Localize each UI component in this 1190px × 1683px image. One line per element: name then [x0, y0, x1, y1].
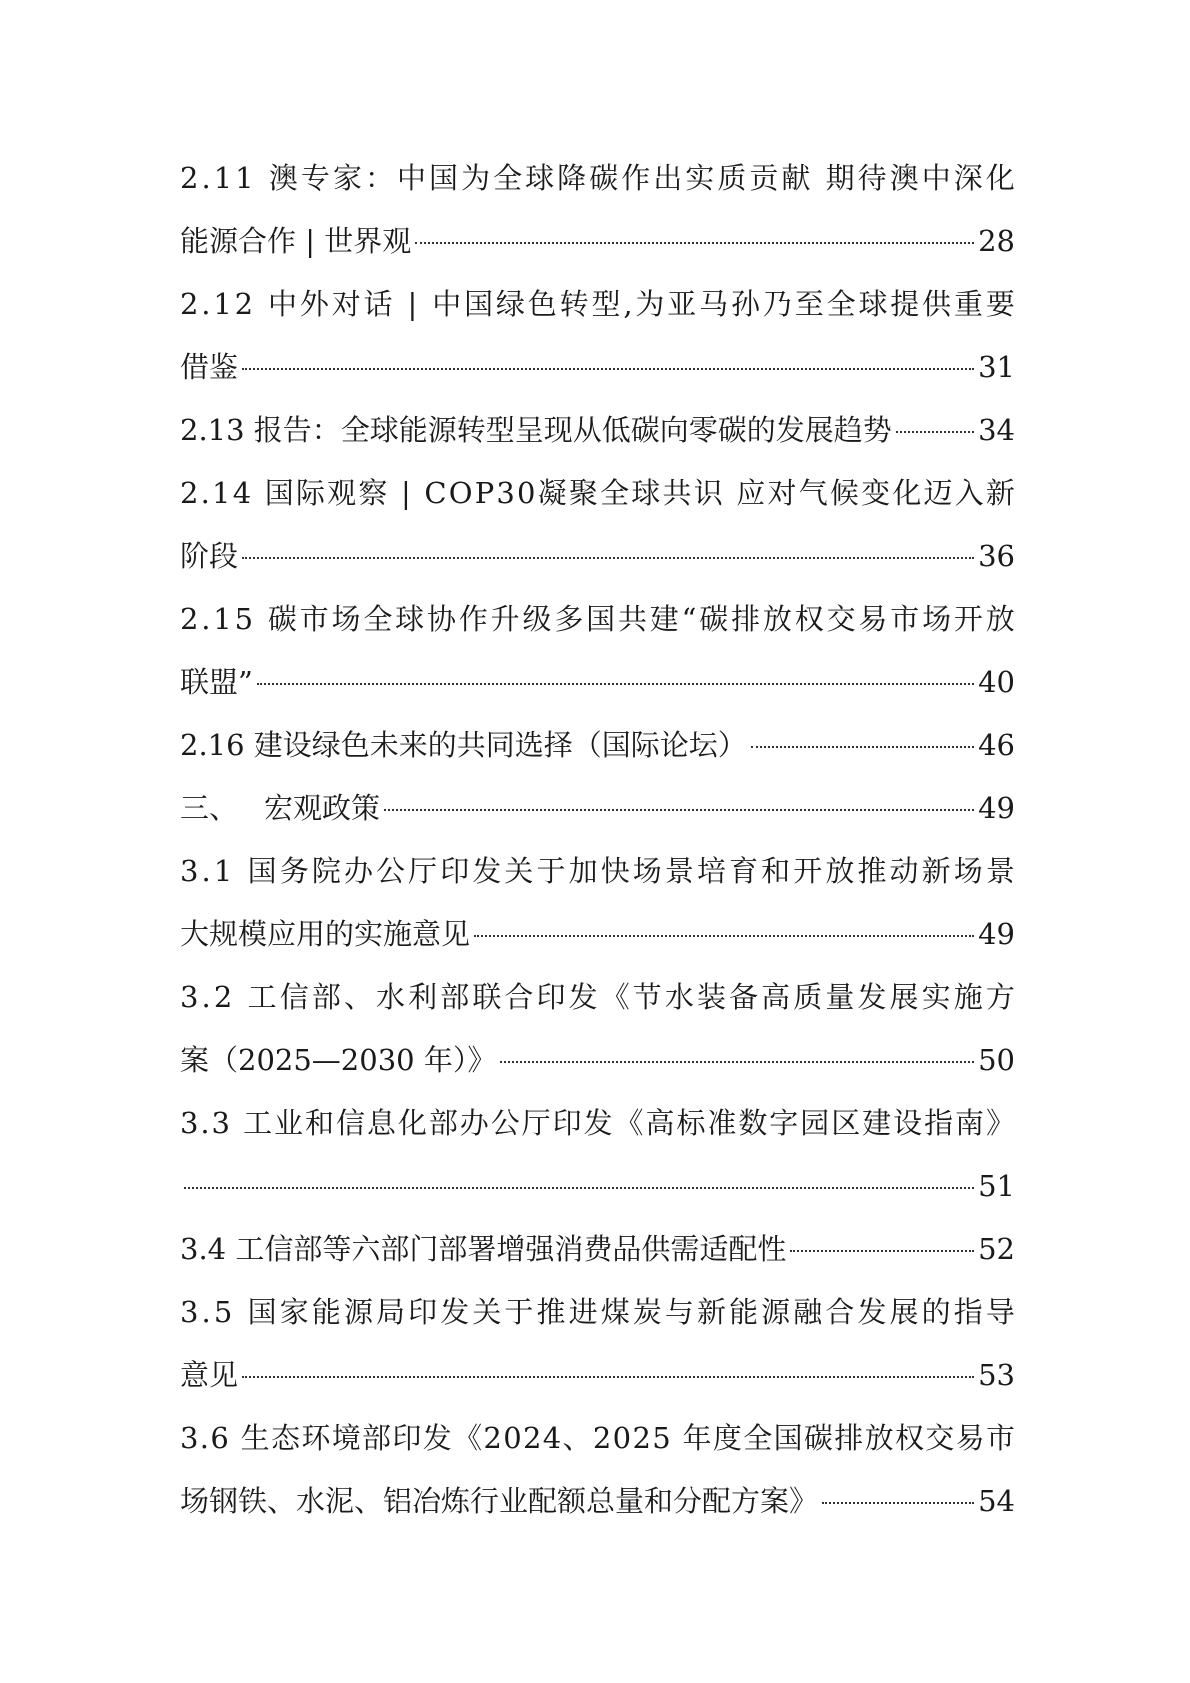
- toc-entry-title: 2.16 建设绿色未来的共同选择（国际论坛）: [180, 728, 747, 762]
- toc-entry-title-line: 3 . 1 国 务 院 办 公 厅 印 发 关 于 加 快 场 景 培 育 和 开 放 推 动 新 场 景: [180, 854, 1015, 888]
- dot-leader: [751, 746, 974, 748]
- page-number: 49: [978, 791, 1015, 825]
- dot-leader: [242, 368, 974, 370]
- toc-entry[interactable]: [180, 462, 1015, 588]
- page-number: 40: [978, 665, 1015, 699]
- dot-leader: [184, 1187, 974, 1189]
- toc-entry[interactable]: [180, 399, 1015, 462]
- dot-leader: [242, 557, 974, 559]
- toc-entry-title: 借鉴: [180, 350, 239, 384]
- page-number: 36: [978, 539, 1015, 573]
- page-number: 50: [978, 1043, 1015, 1077]
- toc-entry-title: 三、 宏观政策: [180, 791, 381, 825]
- toc-entry-title-line: 3 . 6 生 态 环 境 部 印 发 《 2 0 2 4 、 2 0 2 5 年 度 全 国 碳 排 放 权 交 易 市: [180, 1421, 1015, 1455]
- toc-entry-title: 联盟”: [180, 665, 253, 699]
- toc-entry[interactable]: [180, 1092, 1015, 1218]
- table-of-contents: [180, 147, 1015, 1533]
- toc-entry[interactable]: [180, 777, 1015, 840]
- toc-entry-title: 大规模应用的实施意见: [180, 917, 471, 951]
- toc-entry[interactable]: [180, 966, 1015, 1092]
- toc-entry[interactable]: [180, 147, 1015, 273]
- toc-entry[interactable]: [180, 588, 1015, 714]
- page-number: 31: [978, 350, 1015, 384]
- toc-entry[interactable]: [180, 840, 1015, 966]
- toc-entry[interactable]: [180, 1281, 1015, 1407]
- page-number: 49: [978, 917, 1015, 951]
- toc-entry[interactable]: [180, 1218, 1015, 1281]
- page-number: 51: [978, 1169, 1015, 1203]
- toc-entry-title-line: 3 . 2 工 信 部 、 水 利 部 联 合 印 发 《 节 水 装 备 高 质 量 发 展 实 施 方: [180, 980, 1015, 1014]
- toc-entry-title-line: 2 . 1 2 中 外 对 话 | 中 国 绿 色 转 型 , 为 亚 马 孙 乃 至 全 球 提 供 重 要: [180, 287, 1015, 321]
- toc-entry-title: 场钢铁、水泥、铝冶炼行业配额总量和分配方案》: [180, 1484, 819, 1518]
- toc-entry[interactable]: [180, 273, 1015, 399]
- page-number: 34: [978, 413, 1015, 447]
- toc-entry-title-line: 2 . 1 5 碳 市 场 全 球 协 作 升 级 多 国 共 建 “ 碳 排 放 权 交 易 市 场 开 放: [180, 602, 1015, 636]
- toc-entry-title: 2.13 报告：全球能源转型呈现从低碳向零碳的发展趋势: [180, 413, 892, 447]
- toc-entry-title: 意见: [180, 1358, 239, 1392]
- toc-entry-title: 能源合作 | 世界观: [180, 224, 412, 258]
- toc-entry-title: 阶段: [180, 539, 239, 573]
- dot-leader: [822, 1502, 974, 1504]
- dot-leader: [474, 935, 974, 937]
- dot-leader: [257, 683, 974, 685]
- toc-entry-title-line: 3 . 3 工 业 和 信 息 化 部 办 公 厅 印 发 《 高 标 准 数 字 园 区 建 设 指 南 》: [180, 1106, 1015, 1140]
- page-number: 28: [978, 224, 1015, 258]
- dot-leader: [790, 1250, 974, 1252]
- page-number: 53: [978, 1358, 1015, 1392]
- toc-entry-title-line: 2 . 1 4 国 际 观 察 | C O P 3 0 凝 聚 全 球 共 识 应 对 气 候 变 化 迈 入 新: [180, 476, 1015, 510]
- page-number: 54: [978, 1484, 1015, 1518]
- dot-leader: [415, 242, 974, 244]
- toc-entry[interactable]: [180, 1407, 1015, 1533]
- dot-leader: [896, 431, 974, 433]
- toc-entry-title-line: 2 . 1 1 澳 专 家 ： 中 国 为 全 球 降 碳 作 出 实 质 贡 献 期 待 澳 中 深 化: [180, 161, 1015, 195]
- dot-leader: [242, 1376, 974, 1378]
- toc-entry[interactable]: [180, 714, 1015, 777]
- dot-leader: [384, 809, 974, 811]
- dot-leader: [500, 1061, 974, 1063]
- toc-entry-title: 3.4 工信部等六部门部署增强消费品供需适配性: [180, 1232, 787, 1266]
- toc-entry-title-line: 3 . 5 国 家 能 源 局 印 发 关 于 推 进 煤 炭 与 新 能 源 融 合 发 展 的 指 导: [180, 1295, 1015, 1329]
- page-number: 52: [978, 1232, 1015, 1266]
- toc-entry-title: 案（2025—2030 年）》: [180, 1043, 497, 1077]
- page-number: 46: [978, 728, 1015, 762]
